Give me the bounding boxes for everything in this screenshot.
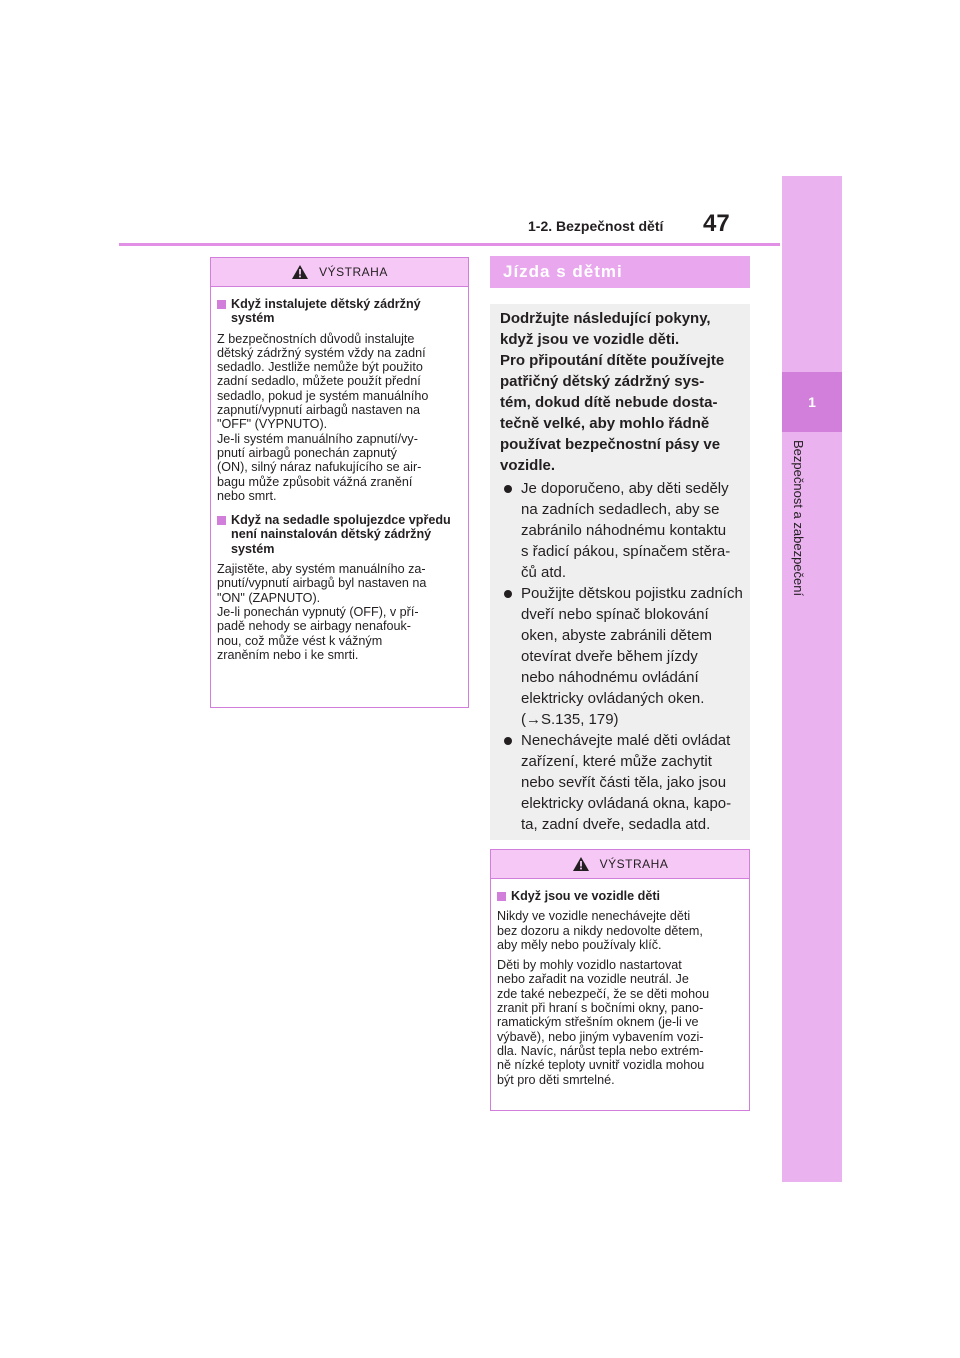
square-bullet-icon xyxy=(217,300,226,309)
warning-triangle-icon xyxy=(291,264,309,280)
square-bullet-icon xyxy=(217,516,226,525)
bullet-dot-icon xyxy=(504,590,512,598)
header-rule xyxy=(119,243,780,246)
warning-title: VÝSTRAHA xyxy=(319,265,388,279)
warning-triangle-icon xyxy=(572,856,590,872)
children-guidelines-box xyxy=(490,304,750,840)
warning-item-text: Zajistěte, aby systém manuálního za- pnutí/vypnutí airbagů byl nastaven na "ON" (ZAPNUTO). Je-li ponechán vypnutý (OFF), v pří- padě nehody se airbagy nenafouk- nou, což může vést k vážným zraněním nebo i ke smrti. xyxy=(217,562,427,662)
warning-box-children-in-vehicle xyxy=(490,849,750,1111)
bullet-dot-icon xyxy=(504,737,512,745)
page-number: 47 xyxy=(703,210,730,237)
warning-item-heading: Když jsou ve vozidle děti xyxy=(497,889,743,903)
section-heading: Jízda s dětmi xyxy=(490,256,750,288)
warning-box-child-seat xyxy=(210,257,469,708)
warning-item-heading: Když na sedadle spolujezdce vpředu není nainstalován dětský zádržný systém xyxy=(217,513,462,556)
section-title: 1-2. Bezpečnost dětí xyxy=(528,218,664,234)
warning-item-text: Nikdy ve vozidle nenechávejte děti bez dozoru a nikdy nedovolte dětem, aby měly nebo používaly klíč. xyxy=(497,909,703,952)
square-bullet-icon xyxy=(497,892,506,901)
warning-header xyxy=(211,258,468,287)
list-item: Použijte dětskou pojistku zadních dveří nebo spínač blokování oken, abyste zabránili dětem otevírat dveře během jízdy nebo náhodnému ovládání elektricky ovládaných oken. (→S.135, 179) xyxy=(500,583,744,730)
warning-title: VÝSTRAHA xyxy=(599,857,669,871)
chapter-number-tab xyxy=(782,372,842,432)
warning-item-text: Z bezpečnostních důvodů instalujte dětský zádržný systém vždy na zadní sedadlo. Jestliže nemůže být použito zadní sedadlo, můžete použít přední sedadlo, pokud je systém manuálního zapnutí/vypnutí airbagů nastaven na "OFF" (VYPNUTO). Je-li systém manuálního zapnutí/vy- pnutí airbagů ponechán zapnutý (ON), silný náraz nafukujícího se air- bagu může způsobit vážná zranění nebo smrt. xyxy=(217,331,429,503)
chapter-label: Bezpečnost a zabezpečení xyxy=(791,440,806,597)
warning-item-heading: Když instalujete dětský zádržný systém xyxy=(217,297,462,326)
warning-item-text: Děti by mohly vozidlo nastartovat nebo zařadit na vozidle neutrál. Je zde také nebezpečí, že se děti mohou zranit při hraní s bočními okny, pano- ramatickým střešním oknem (je-li ve výbavě), nebo jiným vybavením vozi- dla. Navíc, nárůst tepla nebo extrém- ně nízké teploty uvnitř vozidla mohou být pro děti smrtelné. xyxy=(497,958,710,1087)
list-item: Nenechávejte malé děti ovládat zařízení, které může zachytit nebo sevřít části těla, jako jsou elektricky ovládaná okna, kapo- ta, zadní dveře, sedadla atd. xyxy=(500,730,744,835)
chapter-number: 1 xyxy=(808,394,816,410)
guidelines-intro: Dodržujte následující pokyny, když jsou ve vozidle děti. Pro připoutání dítěte používejte patřičný dětský zádržný sys- tém, dokud dítě nebude dosta- tečně velké, aby mohlo řádně používat bezpečnostní pásy ve vozidle. xyxy=(500,310,725,474)
bullet-dot-icon xyxy=(504,485,512,493)
list-item: Je doporučeno, aby děti seděly na zadních sedadlech, aby se zabránilo náhodnému kontaktu s řadicí pákou, spínačem stěra- čů atd. xyxy=(500,478,744,583)
warning-header xyxy=(491,850,749,879)
